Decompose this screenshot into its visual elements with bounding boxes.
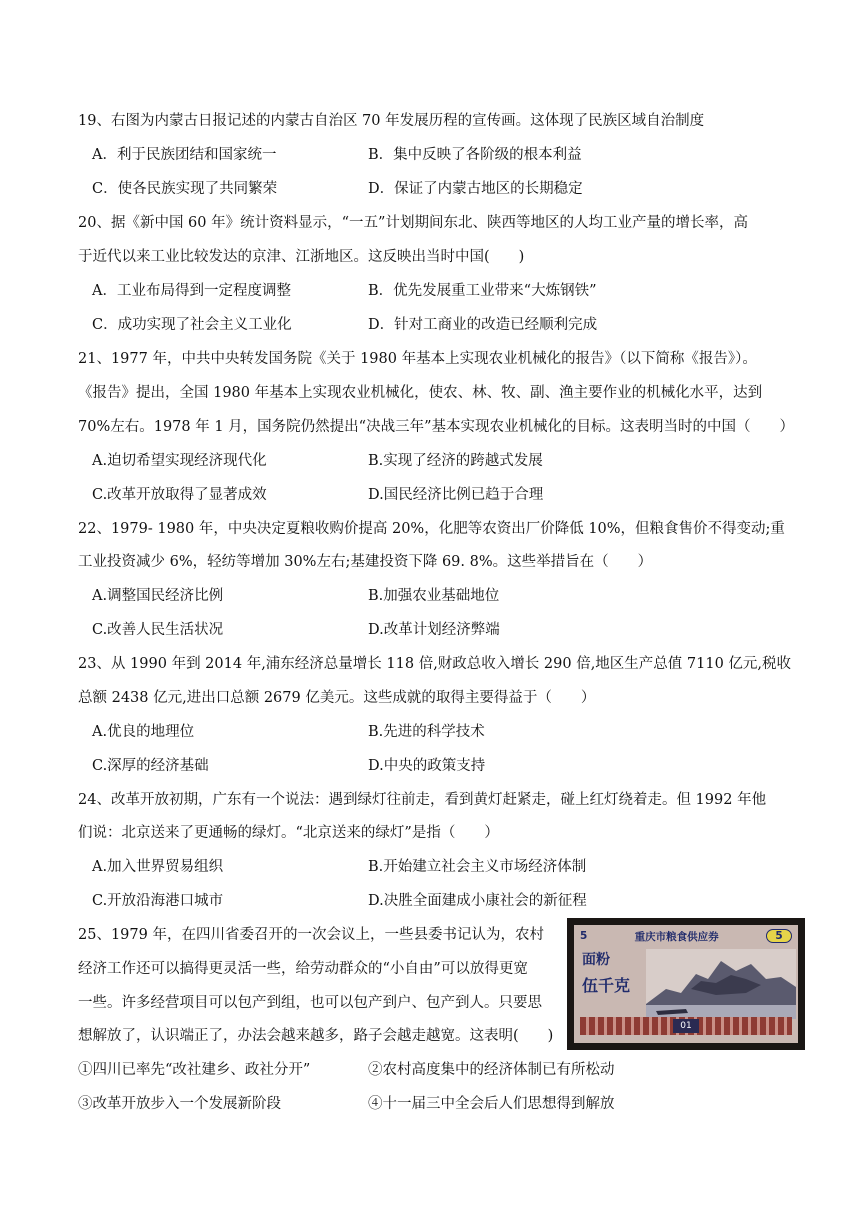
q22-option-d: D.改革计划经济弊端 — [368, 622, 500, 638]
q19-option-c: C．使各民族实现了共同繁荣 — [92, 181, 278, 197]
q24-stem-line-1: 24、改革开放初期，广东有一个说法：遇到绿灯往前走，看到黄灯赶紧走，碰上红灯绕着走。但 1992 年他 — [78, 792, 767, 808]
q24-stem-line-2: 们说：北京送来了更通畅的绿灯。“北京送来的绿灯”是指（ ） — [78, 825, 499, 841]
q19-stem-line-1: 19、右图为内蒙古日报记述的内蒙古自治区 70 年发展历程的宣传画。这体现了民族区域自治制度 — [78, 113, 705, 129]
coupon-amount: 伍千克 — [582, 976, 631, 995]
coupon-badge: 5 — [766, 929, 792, 943]
q21-option-a: A.迫切希望实现经济现代化 — [92, 453, 267, 469]
coupon-landscape-illustration — [646, 949, 796, 1019]
coupon-denomination: 5 — [580, 930, 588, 942]
q25-option-4: ④十一届三中全会后人们思想得到解放 — [368, 1096, 615, 1112]
q20-option-c: C．成功实现了社会主义工业化 — [92, 317, 292, 333]
q21-option-b: B.实现了经济的跨越式发展 — [368, 453, 543, 469]
q20-option-d: D．针对工商业的改造已经顺利完成 — [368, 317, 598, 333]
coupon-title: 重庆市粮食供应券 — [634, 930, 719, 943]
q19-option-a: A．利于民族团结和国家统一 — [92, 147, 277, 163]
q25-stem-line-2: 经济工作还可以搞得更灵活一些，给劳动群众的“小自由”可以放得更宽 — [78, 961, 528, 977]
q23-option-b: B.先进的科学技术 — [368, 724, 485, 740]
q20-stem-line-1: 20、据《新中国 60 年》统计资料显示，“一五”计划期间东北、陕西等地区的人均工业产量的增长率，高 — [78, 215, 748, 231]
q23-option-c: C.深厚的经济基础 — [92, 758, 209, 774]
q23-option-a: A.优良的地理位 — [92, 724, 195, 740]
q21-stem-line-2: 《报告》提出，全国 1980 年基本上实现农业机械化，使农、林、牧、副、渔主要作业的机械化水平，达到 — [78, 385, 763, 401]
q19-option-b: B．集中反映了各阶级的根本利益 — [368, 147, 582, 163]
q22-stem-line-2: 工业投资减少 6%，轻纺等增加 30%左右;基建投资下降 69. 8%。这些举措旨在（ ） — [78, 554, 653, 570]
coupon-decorative-band — [580, 1017, 792, 1035]
q22-option-c: C.改善人民生活状况 — [92, 622, 224, 638]
q24-option-b: B.开始建立社会主义市场经济体制 — [368, 859, 587, 875]
q25-option-3: ③改革开放步入一个发展新阶段 — [78, 1096, 281, 1112]
q23-option-d: D.中央的政策支持 — [368, 758, 486, 774]
q21-option-c: C.改革开放取得了显著成效 — [92, 487, 267, 503]
coupon-type: 面粉 — [582, 952, 610, 968]
q20-option-a: A．工业布局得到一定程度调整 — [92, 283, 291, 299]
coupon-serial: 01 — [673, 1019, 699, 1033]
q25-stem-line-4: 想解放了，认识端正了，办法会越来越多，路子会越走越宽。这表明( ) — [78, 1028, 554, 1044]
ration-coupon-image — [567, 918, 805, 1050]
q22-option-a: A.调整国民经济比例 — [92, 588, 224, 604]
q21-option-d: D.国民经济比例已趋于合理 — [368, 487, 544, 503]
q21-stem-line-1: 21、1977 年，中共中央转发国务院《关于 1980 年基本上实现农业机械化的报告》（以下简称《报告》）。 — [78, 351, 757, 367]
q23-stem-line-2: 总额 2438 亿元,进出口总额 2679 亿美元。这些成就的取得主要得益于（ ） — [78, 690, 596, 706]
q25-stem-line-3: 一些。许多经营项目可以包产到组，也可以包产到户、包产到人。只要思 — [78, 995, 542, 1011]
q23-stem-line-1: 23、从 1990 年到 2014 年,浦东经济总量增长 118 倍,财政总收入增长 290 倍,地区生产总值 7110 亿元,税收 — [78, 656, 792, 672]
q19-option-d: D．保证了内蒙古地区的长期稳定 — [368, 181, 583, 197]
q24-option-d: D.决胜全面建成小康社会的新征程 — [368, 893, 587, 909]
q20-stem-line-2: 于近代以来工业比较发达的京津、江浙地区。这反映出当时中国( ) — [78, 249, 525, 265]
q25-stem-line-1: 25、1979 年，在四川省委召开的一次会议上，一些县委书记认为，农村 — [78, 927, 544, 943]
q20-option-b: B．优先发展重工业带来“大炼钢铁” — [368, 283, 597, 299]
q25-option-1: ①四川已率先“改社建乡、政社分开” — [78, 1062, 311, 1078]
q22-stem-line-1: 22、1979- 1980 年，中央决定夏粮收购价提高 20%，化肥等农资出厂价降低 10%，但粮食售价不得变动;重 — [78, 521, 785, 537]
q25-option-2: ②农村高度集中的经济体制已有所松动 — [368, 1062, 615, 1078]
q24-option-c: C.开放沿海港口城市 — [92, 893, 224, 909]
q21-stem-line-3: 70%左右。1978 年 1 月，国务院仍然提出“决战三年”基本实现农业机械化的目标。这表明当时的中国（ ） — [78, 419, 795, 435]
q24-option-a: A.加入世界贸易组织 — [92, 859, 224, 875]
q22-option-b: B.加强农业基础地位 — [368, 588, 500, 604]
